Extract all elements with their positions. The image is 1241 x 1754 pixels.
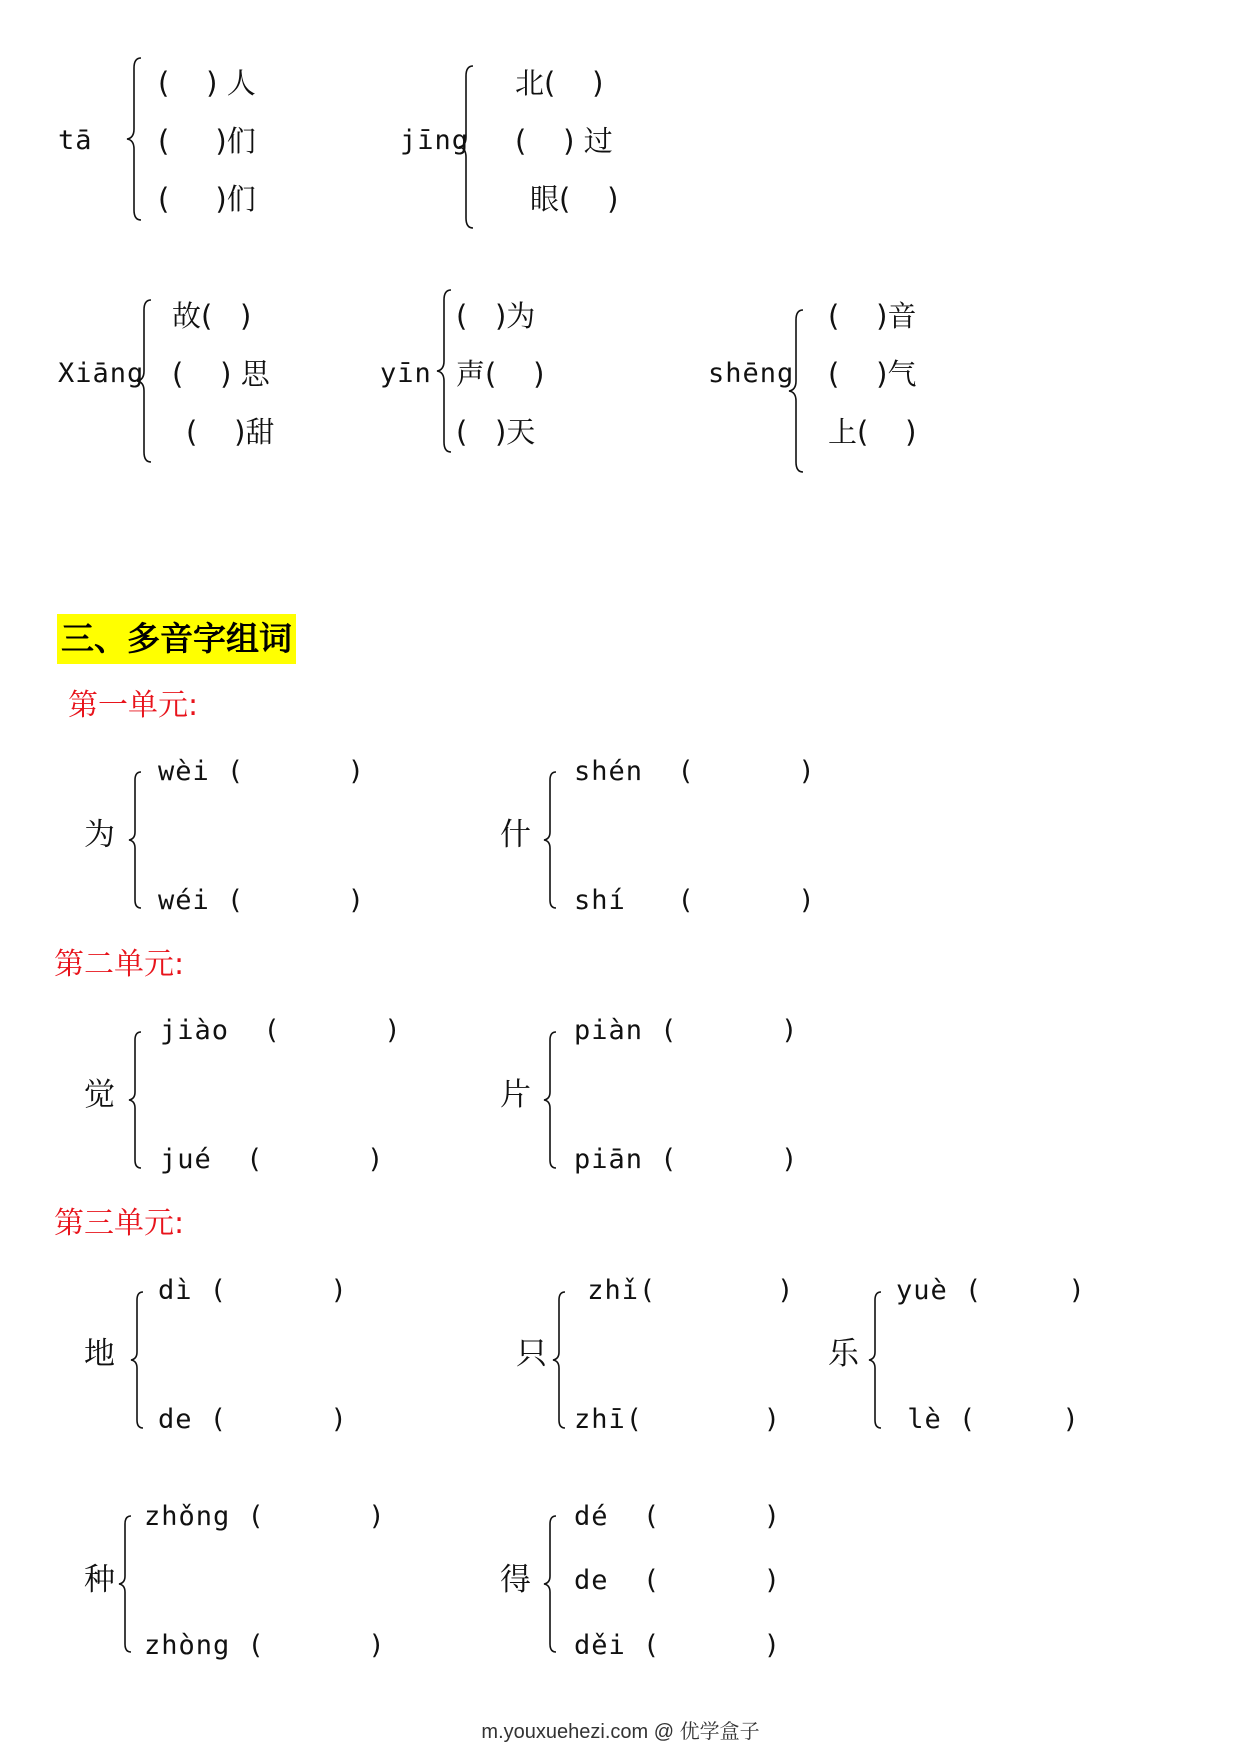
polyphone-reading: yuè ( ) [896, 1275, 1086, 1306]
polyphone-brace [543, 1030, 563, 1170]
group-line: ( ) 人 [158, 66, 256, 100]
polyphone-reading: wéi ( ) [158, 885, 366, 916]
polyphone-char: 种 [84, 1562, 115, 1598]
group-line: ( )们 [158, 182, 256, 216]
polyphone-reading: piān ( ) [574, 1144, 799, 1175]
polyphone-reading: lè ( ) [890, 1404, 1080, 1435]
polyphone-char: 什 [500, 817, 531, 853]
polyphone-reading: shén ( ) [574, 756, 816, 787]
polyphone-brace [128, 1030, 148, 1170]
polyphone-reading: zhǐ( ) [570, 1275, 795, 1306]
polyphone-char: 觉 [84, 1077, 115, 1113]
group-brace [126, 56, 148, 222]
polyphone-reading: piàn ( ) [574, 1015, 799, 1046]
polyphone-reading: zhī( ) [574, 1404, 782, 1435]
group-line: ( )为 [456, 299, 536, 333]
group-pinyin: yīn [380, 358, 432, 389]
polyphone-reading: zhǒng ( ) [144, 1501, 386, 1532]
polyphone-char: 乐 [828, 1336, 859, 1372]
polyphone-reading: shí ( ) [574, 885, 816, 916]
polyphone-char: 得 [500, 1562, 531, 1598]
group-line: 故( ) [172, 299, 252, 333]
polyphone-reading: wèi ( ) [158, 756, 366, 787]
group-brace [458, 64, 480, 230]
polyphone-char: 地 [84, 1336, 115, 1372]
polyphone-char: 为 [84, 817, 115, 853]
polyphone-reading: jiào ( ) [160, 1015, 402, 1046]
polyphone-reading: dì ( ) [158, 1275, 348, 1306]
group-brace [788, 308, 810, 474]
group-line: ( ) 过 [515, 124, 613, 158]
polyphone-brace [128, 770, 148, 910]
unit-heading: 第二单元: [54, 947, 185, 982]
section-title: 三、多音字组词 [57, 614, 296, 664]
polyphone-reading: děi ( ) [574, 1630, 782, 1661]
polyphone-reading: de ( ) [158, 1404, 348, 1435]
group-line: 上( ) [828, 415, 917, 449]
group-line: 声( ) [456, 357, 545, 391]
group-pinyin: jīng [400, 125, 470, 156]
polyphone-brace [552, 1290, 572, 1430]
unit-heading: 第一单元: [68, 688, 199, 723]
group-line: 眼( ) [530, 182, 619, 216]
group-line: ( )们 [158, 124, 256, 158]
polyphone-brace [118, 1514, 138, 1654]
polyphone-reading: dé ( ) [574, 1501, 782, 1532]
polyphone-brace [130, 1290, 150, 1430]
polyphone-brace [868, 1290, 888, 1430]
polyphone-reading: zhòng ( ) [144, 1630, 386, 1661]
group-line: 北( ) [515, 66, 604, 100]
group-line: ( ) 思 [172, 357, 270, 391]
polyphone-brace [543, 1514, 563, 1654]
group-line: ( )气 [828, 357, 917, 391]
polyphone-reading: de ( ) [574, 1565, 782, 1596]
group-pinyin: Xiāng [58, 358, 145, 389]
polyphone-char: 片 [500, 1077, 531, 1113]
polyphone-reading: jué ( ) [160, 1144, 385, 1175]
group-line: ( )甜 [186, 415, 275, 449]
group-brace [136, 298, 158, 464]
group-line: ( )音 [828, 299, 917, 333]
group-brace [436, 288, 458, 454]
polyphone-brace [543, 770, 563, 910]
group-line: ( )天 [456, 415, 536, 449]
group-pinyin: tā [58, 125, 93, 156]
group-pinyin: shēng [708, 358, 795, 389]
unit-heading: 第三单元: [54, 1206, 185, 1241]
polyphone-char: 只 [516, 1336, 547, 1372]
footer-watermark: m.youxuehezi.com @ 优学盒子 [481, 1721, 760, 1743]
